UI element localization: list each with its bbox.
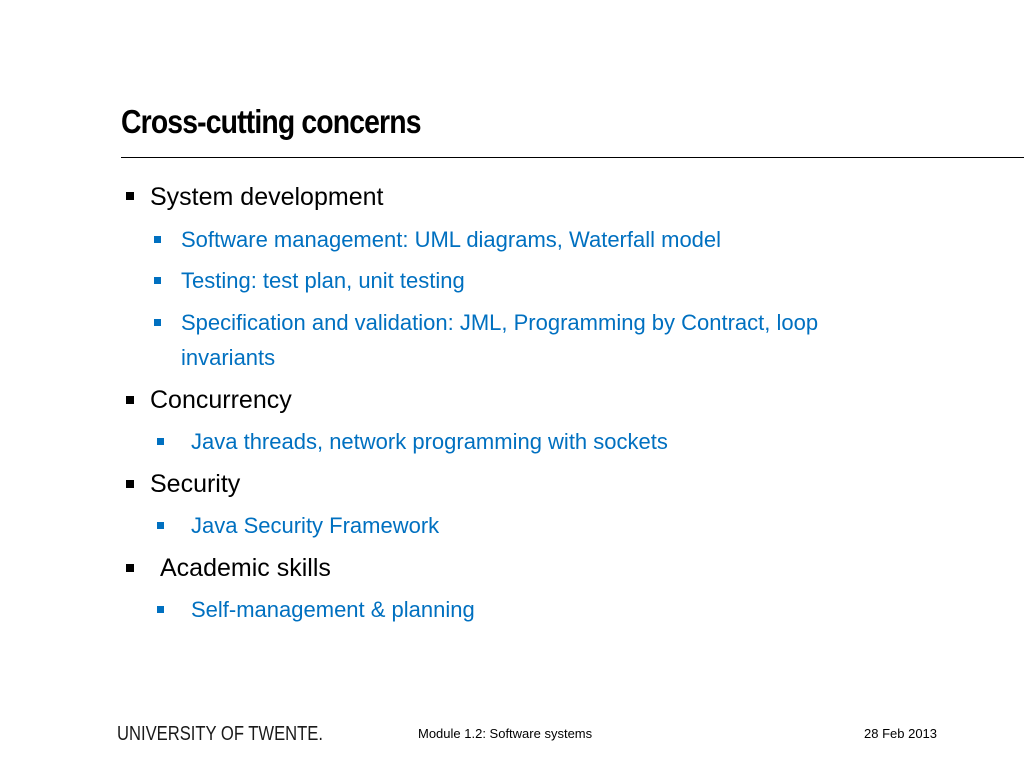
university-logo: UNIVERSITY OF TWENTE. bbox=[117, 723, 323, 745]
slide-title: Cross-cutting concerns bbox=[121, 103, 421, 140]
square-bullet-icon bbox=[126, 480, 134, 488]
bullet-concurrency: Concurrency bbox=[150, 386, 292, 414]
bullet-system-development: System development bbox=[150, 183, 384, 211]
footer-module: Module 1.2: Software systems bbox=[418, 726, 593, 741]
subbullet-testing: Testing: test plan, unit testing bbox=[181, 268, 465, 293]
square-bullet-icon bbox=[154, 236, 161, 243]
square-bullet-icon bbox=[157, 606, 164, 613]
square-bullet-icon bbox=[126, 564, 134, 572]
subbullet-self-management: Self-management & planning bbox=[191, 597, 475, 622]
square-bullet-icon bbox=[126, 396, 134, 404]
title-divider bbox=[121, 157, 1024, 158]
subbullet-specification: Specification and validation: JML, Programming by Contract, loop bbox=[181, 310, 819, 335]
square-bullet-icon bbox=[157, 522, 164, 529]
footer-date: 28 Feb 2013 bbox=[864, 726, 938, 741]
subbullet-java-security: Java Security Framework bbox=[191, 513, 440, 538]
square-bullet-icon bbox=[154, 319, 161, 326]
square-bullet-icon bbox=[157, 438, 164, 445]
subbullet-specification-continuation: invariants bbox=[181, 345, 276, 370]
square-bullet-icon bbox=[126, 192, 134, 200]
subbullet-software-management: Software management: UML diagrams, Waterfall model bbox=[181, 227, 722, 252]
bullet-academic-skills: Academic skills bbox=[160, 554, 331, 582]
subbullet-java-threads: Java threads, network programming with sockets bbox=[191, 429, 668, 454]
bullet-security: Security bbox=[150, 470, 241, 498]
square-bullet-icon bbox=[154, 277, 161, 284]
